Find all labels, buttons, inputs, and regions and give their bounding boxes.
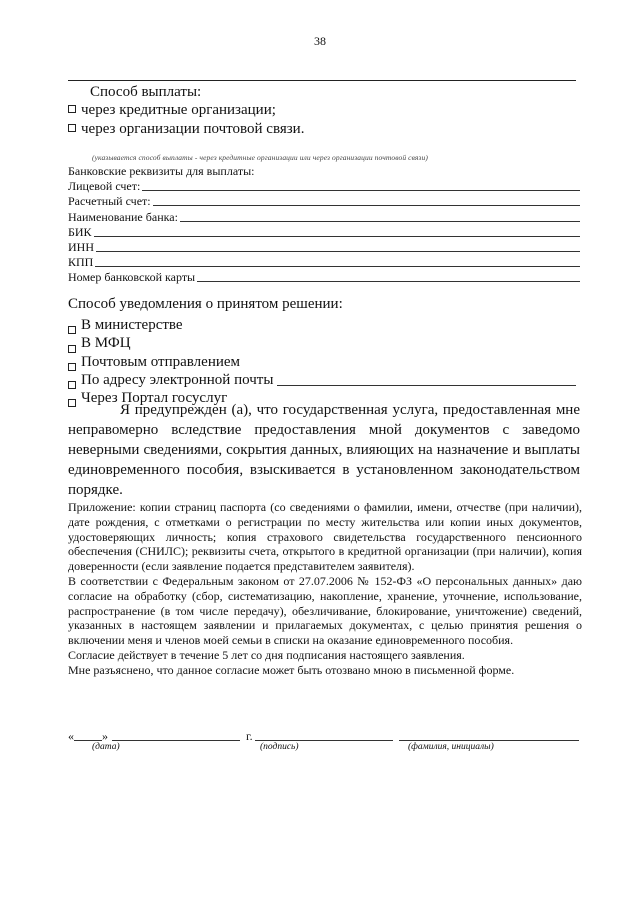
open-quote: « bbox=[68, 729, 74, 743]
checkbox-icon[interactable] bbox=[68, 345, 76, 353]
consent-text: В соответствии с Федеральным законом от 27.07.2006 № 152-ФЗ «О персональных данных» даю согласие на обработку (сбор, систематизацию, накопление, хранение, уточнение, использование, распространение (в том числе передачу), обезличивание, блокирование, уничтожение) сведений, указанных в настоящем заявлении и прилагаемых документах, с целью принятия решения о включении меня и членов моей семьи в списки на оказание единовременного пособия. bbox=[68, 573, 582, 648]
day-input-line[interactable] bbox=[74, 732, 102, 741]
payment-options bbox=[68, 101, 580, 139]
notify-option-post[interactable]: Почтовым отправлением bbox=[68, 353, 580, 371]
field-personal-account[interactable]: Лицевой счет: bbox=[68, 179, 580, 194]
date-caption: (дата) bbox=[92, 742, 120, 752]
input-line[interactable] bbox=[94, 227, 580, 237]
name-caption: (фамилия, инициалы) bbox=[408, 742, 494, 752]
input-line[interactable] bbox=[95, 257, 580, 267]
close-quote: » bbox=[102, 729, 108, 743]
notification-method-title: Способ уведомления о принятом решении: bbox=[68, 296, 343, 312]
name-input-line[interactable] bbox=[399, 732, 579, 741]
page-number: 38 bbox=[314, 34, 326, 48]
notify-option-portal[interactable]: Через Портал госуслуг bbox=[68, 389, 580, 407]
input-line[interactable] bbox=[153, 196, 580, 206]
input-line[interactable] bbox=[96, 242, 580, 252]
notify-option-email[interactable]: По адресу электронной почты bbox=[68, 371, 580, 389]
notification-options bbox=[68, 316, 580, 407]
bank-details-fields bbox=[68, 179, 580, 285]
field-bank-name[interactable]: Наименование банка: bbox=[68, 209, 580, 224]
input-line[interactable] bbox=[180, 212, 580, 222]
payment-method-title: Способ выплаты: bbox=[90, 84, 202, 100]
attachments-and-consent bbox=[68, 500, 582, 678]
field-kpp[interactable]: КПП bbox=[68, 255, 580, 270]
signature-input-line[interactable] bbox=[255, 732, 393, 741]
consent-revoke-note: Мне разъяснено, что данное согласие может быть отозвано мною в письменной форме. bbox=[68, 662, 515, 677]
checkbox-icon[interactable] bbox=[68, 381, 76, 389]
top-divider bbox=[68, 80, 576, 81]
payment-hint: (указывается способ выплаты - через кредитные организации или через организации почтовой связи) bbox=[92, 153, 428, 162]
year-suffix: г. bbox=[246, 729, 253, 743]
liability-warning: Я предупрежден (а), что государственная услуга, предоставленная мне неправомерно вследствие предоставления мной документов с заведомо неверными сведениями, сокрытия данных, влияющих на назначение и выплаты единовременного пособия, взыскивается в установленном законодательством порядке. bbox=[68, 402, 580, 498]
field-card-number[interactable]: Номер банковской карты bbox=[68, 270, 580, 285]
payment-option-post[interactable]: через организации почтовой связи. bbox=[68, 120, 580, 139]
signature-captions bbox=[68, 742, 580, 754]
input-line[interactable] bbox=[197, 272, 580, 282]
email-input-line[interactable] bbox=[277, 374, 576, 386]
field-inn[interactable]: ИНН bbox=[68, 240, 580, 255]
bank-details-title: Банковские реквизиты для выплаты: bbox=[68, 164, 255, 178]
consent-period: Согласие действует в течение 5 лет со дня подписания настоящего заявления. bbox=[68, 647, 465, 662]
checkbox-icon[interactable] bbox=[68, 105, 76, 113]
notify-option-ministry[interactable]: В министерстве bbox=[68, 316, 580, 334]
input-line[interactable] bbox=[142, 181, 580, 191]
month-year-input-line[interactable] bbox=[112, 732, 240, 741]
checkbox-icon[interactable] bbox=[68, 363, 76, 371]
payment-option-credit[interactable]: через кредитные организации; bbox=[68, 101, 580, 120]
checkbox-icon[interactable] bbox=[68, 326, 76, 334]
checkbox-icon[interactable] bbox=[68, 124, 76, 132]
attachment-list: Приложение: копии страниц паспорта (со сведениями о фамилии, имени, отчестве (при наличии), дате рождения, с отметками о регистрации по месту жительства или копии иных документов, удостоверяющих личность; копия страхового свидетельства государственного пенсионного обеспечения (СНИЛС); реквизиты счета, открытого в кредитной организации (при наличии), копия доверенности (если заявление подается представителем заявителя). bbox=[68, 500, 582, 574]
notify-option-mfc[interactable]: В МФЦ bbox=[68, 334, 580, 352]
field-bik[interactable]: БИК bbox=[68, 225, 580, 240]
signature-caption: (подпись) bbox=[260, 742, 299, 752]
field-settlement-account[interactable]: Расчетный счет: bbox=[68, 194, 580, 209]
